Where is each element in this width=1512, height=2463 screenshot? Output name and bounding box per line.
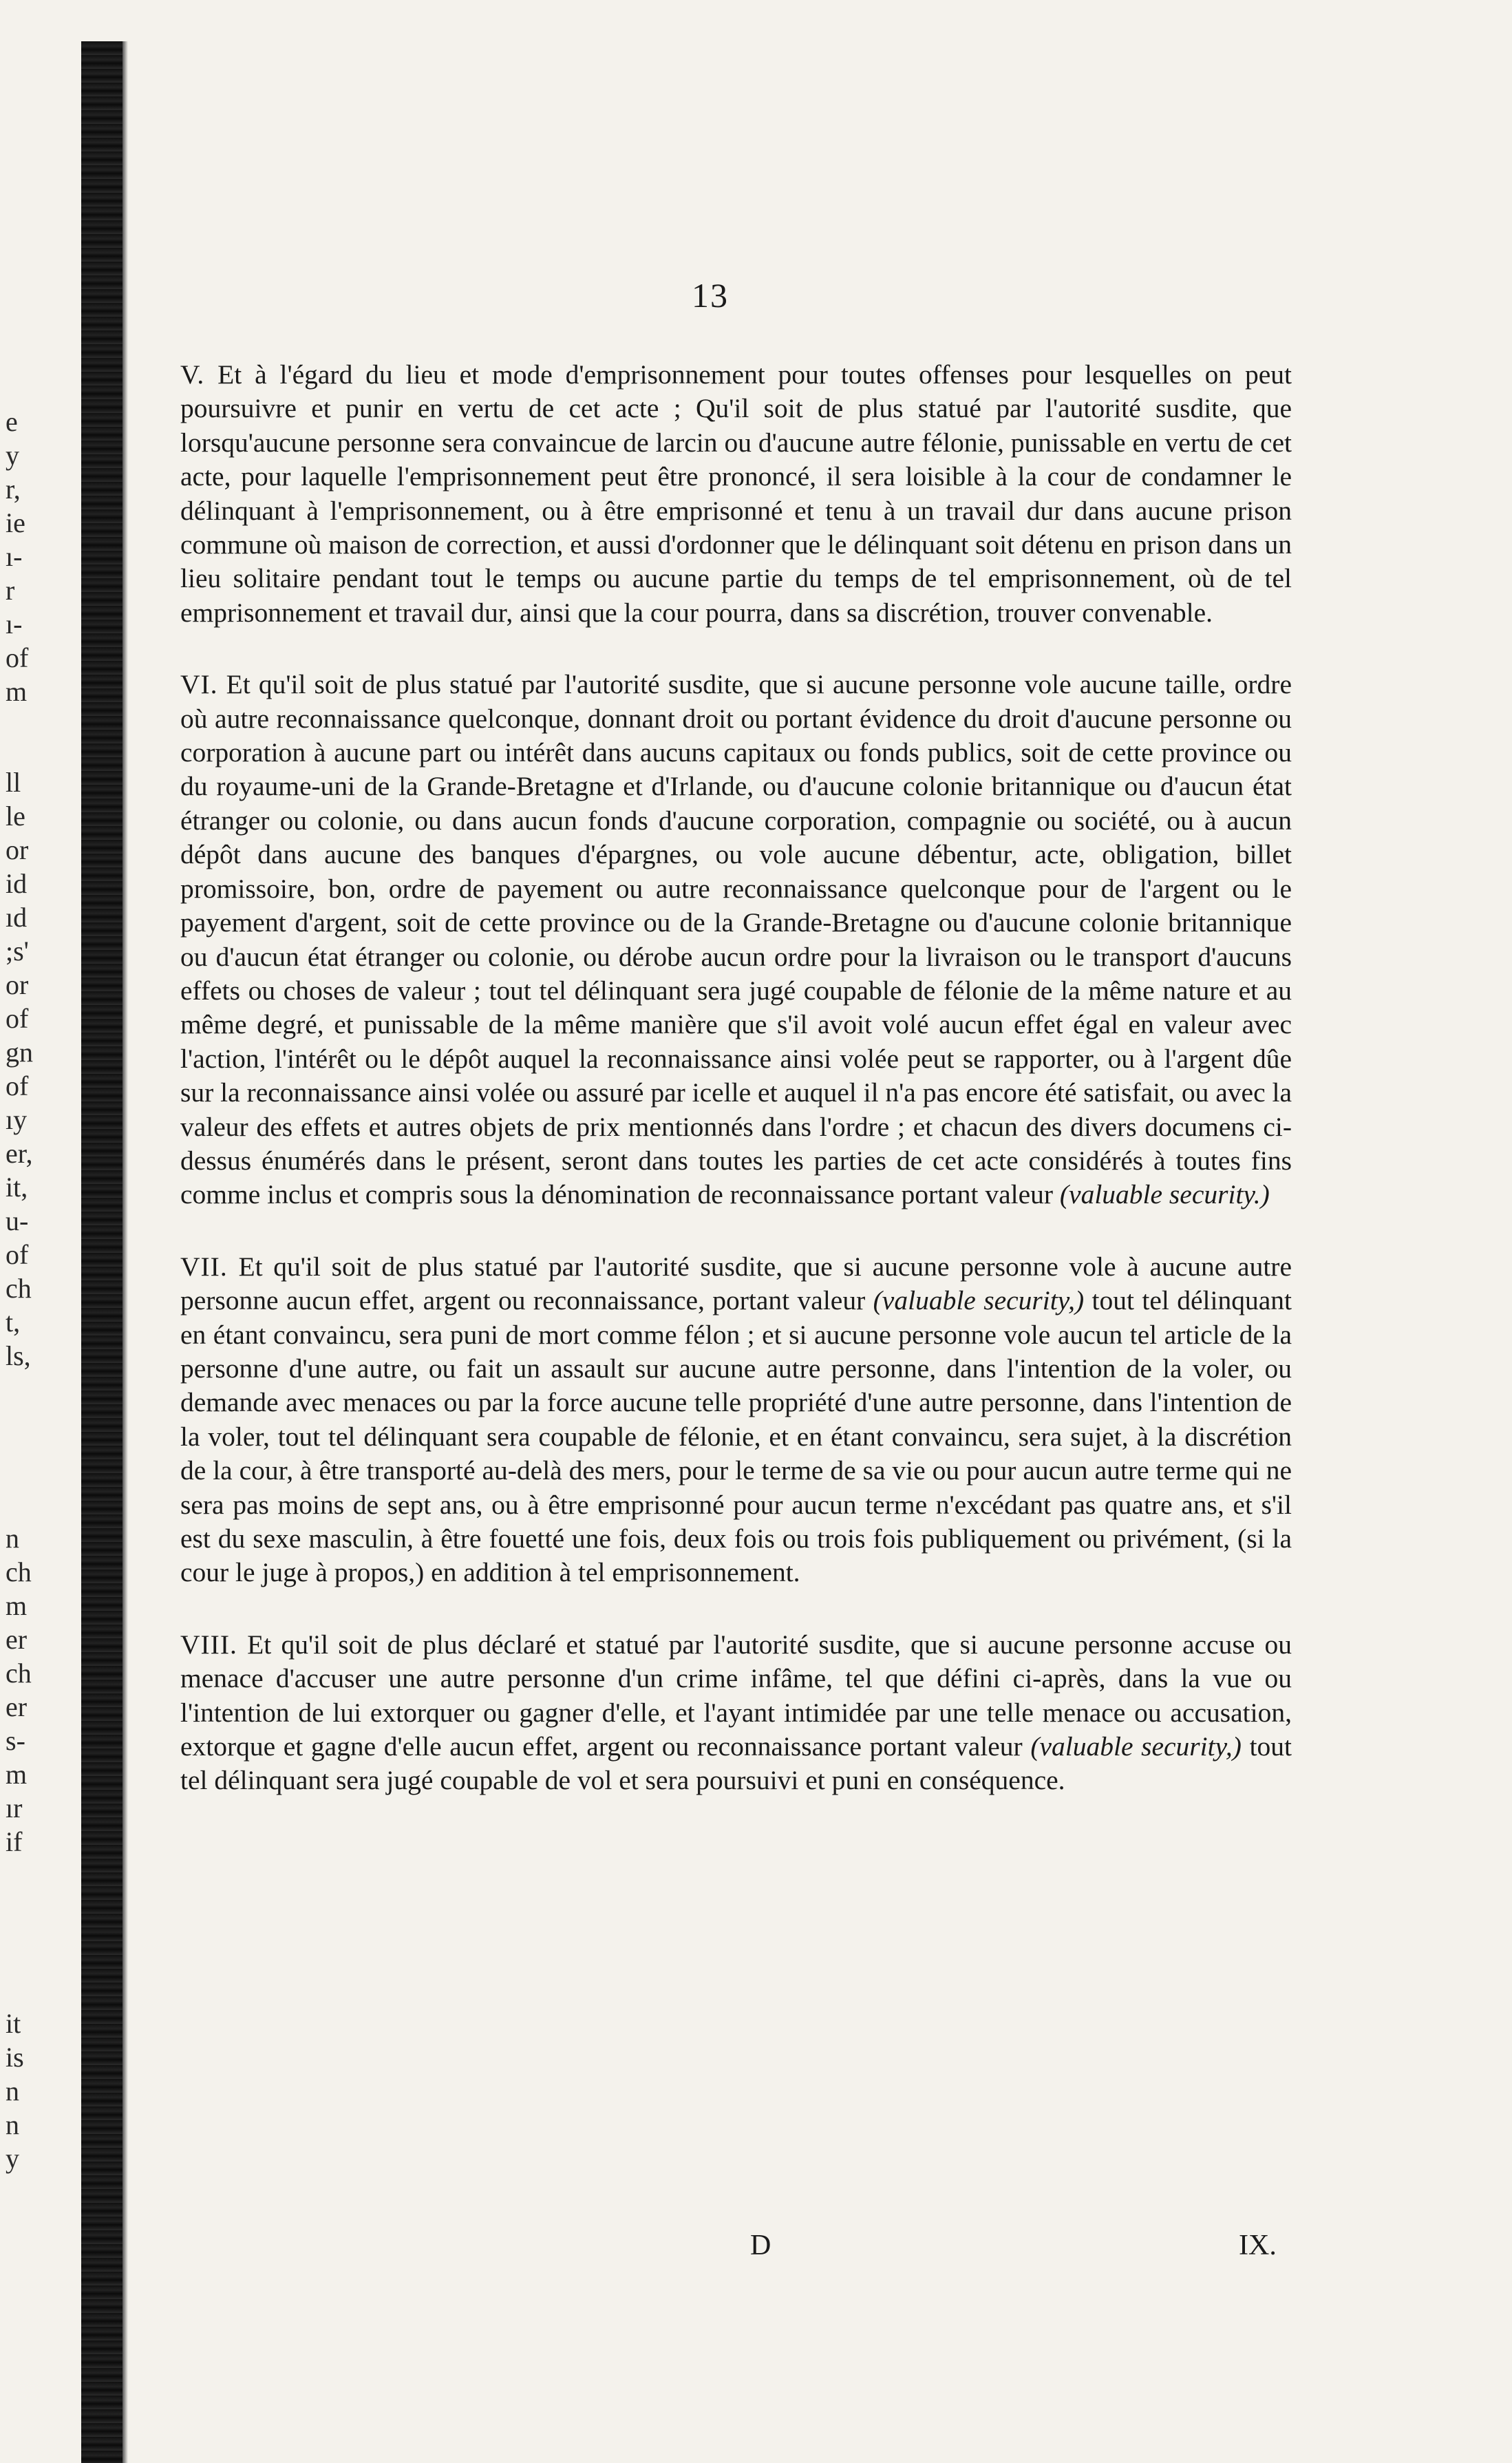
margin-fragment: ıy: [6, 1104, 28, 1135]
margin-fragment: ch: [6, 1658, 32, 1689]
margin-fragment: m: [6, 1590, 28, 1621]
section-number: V.: [180, 359, 205, 390]
margin-fragment: id: [6, 868, 28, 899]
section-text: Et qu'il soit de plus déclaré et statué par l'autorité susdite, que si aucune personne accuse ou menace d'accuser une autre personne d'un crime infâme, tel que défini ci-après, dans la vue ou l'intention de lui extorquer ou gagner d'elle, et l'ayant intimidée par une telle menace ou accusation, extorque et gagne d'elle aucun effet, argent ou reconnaissance portant valeur: [180, 1629, 1292, 1762]
section-number: VIII.: [180, 1629, 237, 1660]
margin-fragment: m: [6, 676, 28, 707]
margin-fragment: r: [6, 575, 15, 606]
margin-fragment: le: [6, 801, 25, 832]
margin-fragment: n: [6, 1523, 19, 1554]
section-number: VII.: [180, 1251, 228, 1282]
margin-fragment: or: [6, 969, 29, 1000]
margin-fragment: ır: [6, 1793, 23, 1824]
margin-fragment: ch: [6, 1273, 32, 1304]
margin-fragment: er: [6, 1691, 28, 1722]
margin-fragment: or: [6, 834, 29, 865]
margin-fragment: ıd: [6, 902, 28, 933]
section-vii: [180, 1250, 1292, 1590]
section-italic-term: (valuable security,): [1030, 1731, 1242, 1762]
margin-fragment: if: [6, 1826, 23, 1857]
section-text: tout tel délinquant en étant convaincu, sera puni de mort comme félon ; et si aucune personne vole aucun tel article de la personne d'une autre, ou fait un assault sur aucune autre personne, dans l'intention de la voler, ou demande avec menaces ou par la force aucune telle propriété d'une autre personne, dans l'intention de la voler, tout tel délinquant sera coupable de félonie, et en étant convaincu, sera sujet, à la discrétion de la cour, à être transporté au-delà des mers, pour le terme de sa vie ou pour aucun autre terme qui ne sera pas moins de sept ans, ou à être emprisonné pour aucun terme n'excédant pas quatre ans, et s'il est du sexe masculin, à être fouetté une fois, deux fois ou trois fois publiquement ou privément, (si la cour le juge à propos,) en addition à tel emprisonnement.: [180, 1285, 1292, 1588]
margin-fragment: ll: [6, 767, 21, 798]
margin-fragment: of: [6, 1003, 29, 1034]
margin-fragment: y: [6, 440, 19, 471]
margin-fragment: m: [6, 1759, 28, 1790]
section-v: [180, 358, 1292, 630]
margin-fragment: r,: [6, 474, 21, 505]
margin-fragment: ı-: [6, 609, 23, 639]
signature-mark: D: [750, 2230, 771, 2261]
margin-fragment: s-: [6, 1725, 25, 1756]
section-italic-term: (valuable security,): [873, 1285, 1085, 1316]
section-italic-term: (valuable security.): [1059, 1179, 1270, 1210]
margin-fragment: ch: [6, 1556, 32, 1587]
page-body: [180, 358, 1292, 1798]
section-text: Et à l'égard du lieu et mode d'emprisonnement pour toutes offenses pour lesquelles on peut poursuivre et punir en vertu de cet acte ; Qu'il soit de plus statué par l'autorité susdite, que lorsqu'aucune personne sera convaincue de larcin ou d'aucune autre félonie, punissable en vertu de cet acte, pour laquelle l'emprisonnement peut être prononcé, il sera loisible à la cour de condamner le délinquant à l'emprisonnement, ou à être emprisonné et tenu à un travail dur dans aucune prison commune où maison de correction, et aussi d'ordonner que le délinquant soit détenu en prison dans un lieu solitaire pendant tout le temps ou aucune partie du temps de tel emprisonnement, où de tel emprisonnement et travail dur, ainsi que la cour pourra, dans sa discrétion, trouver convenable.: [180, 359, 1292, 628]
margin-fragment: of: [6, 1070, 29, 1101]
section-number: VI.: [180, 669, 218, 700]
margin-fragment: it: [6, 2008, 21, 2039]
margin-fragment: of: [6, 642, 29, 673]
margin-fragment: of: [6, 1239, 29, 1270]
section-text: Et qu'il soit de plus statué par l'autorité susdite, que si aucune personne vole aucune taille, ordre où autre reconnaissance quelconque, donnant droit ou portant évidence du droit d'aucune personne ou corporation à aucune part ou intérêt dans aucuns capitaux ou fonds publics, soit de cette province ou du royaume-uni de la Grande-Bretagne et d'Irlande, ou d'aucune colonie britannique ou d'aucun état étranger ou colonie, ou dans aucun fonds d'aucune corporation, compagnie ou société, ou à aucun dépôt dans aucune des banques d'épargnes, ou vole aucune débentur, acte, obligation, billet promissoire, bon, ordre de payement ou autre reconnaissance quelconque pour de l'argent ou le payement d'argent, soit de cette province ou de la Grande-Bretagne ou d'aucune colonie britannique ou d'aucun état étranger ou colonie, ou dérobe aucun ordre pour la livraison ou le transport d'aucuns effets ou choses de valeur ; tout tel délinquant sera jugé coupable de félonie de la même nature et au même degré, et punissable de la même manière que s'il avoit volé aucun effet égal en valeur avec l'action, l'intérêt ou le dépôt auquel la reconnaissance ainsi volée peut se rapporter, ou à l'argent dûe sur la reconnaissance ainsi volée ou assuré par icelle et auquel il n'a pas encore été satisfait, ou avec la valeur des effets et autres objets de prix mentionnés dans l'ordre ; et chacun des divers documens ci-dessus énumérés dans le présent, seront dans toutes les parties de cet acte considérés à toutes fins comme inclus et compris sous la dénomination de reconnaissance portant valeur: [180, 669, 1292, 1210]
section-text: Et qu'il soit de plus statué par l'autorité susdite, que si aucune personne vole à aucune autre personne aucun effet, argent ou reconnaissance, portant valeur: [180, 1251, 1292, 1316]
margin-fragment: ;s': [6, 935, 29, 966]
margin-fragment: u-: [6, 1205, 29, 1236]
margin-fragment: y: [6, 2143, 19, 2174]
margin-fragment: ı-: [6, 541, 23, 572]
margin-fragment: er: [6, 1624, 28, 1655]
section-vi: [180, 668, 1292, 1212]
page-number: 13: [692, 276, 729, 315]
catchword: IX.: [1239, 2230, 1277, 2261]
margin-fragment: n: [6, 2075, 19, 2106]
adjacent-page-margin: [0, 0, 81, 2463]
margin-fragment: is: [6, 2042, 24, 2073]
margin-fragment: ie: [6, 507, 25, 538]
section-viii: [180, 1628, 1292, 1798]
margin-fragment: e: [6, 406, 18, 437]
margin-fragment: n: [6, 2109, 19, 2140]
margin-fragment: er,: [6, 1138, 33, 1169]
margin-fragment: gn: [6, 1037, 33, 1068]
section-text: tout tel délinquant sera jugé coupable de vol et sera poursuivi et puni en conséquence.: [180, 1731, 1292, 1796]
margin-fragment: it,: [6, 1172, 28, 1203]
binding-gutter: [81, 41, 123, 2463]
margin-fragment: t,: [6, 1307, 21, 1338]
margin-fragment: ls,: [6, 1340, 31, 1371]
